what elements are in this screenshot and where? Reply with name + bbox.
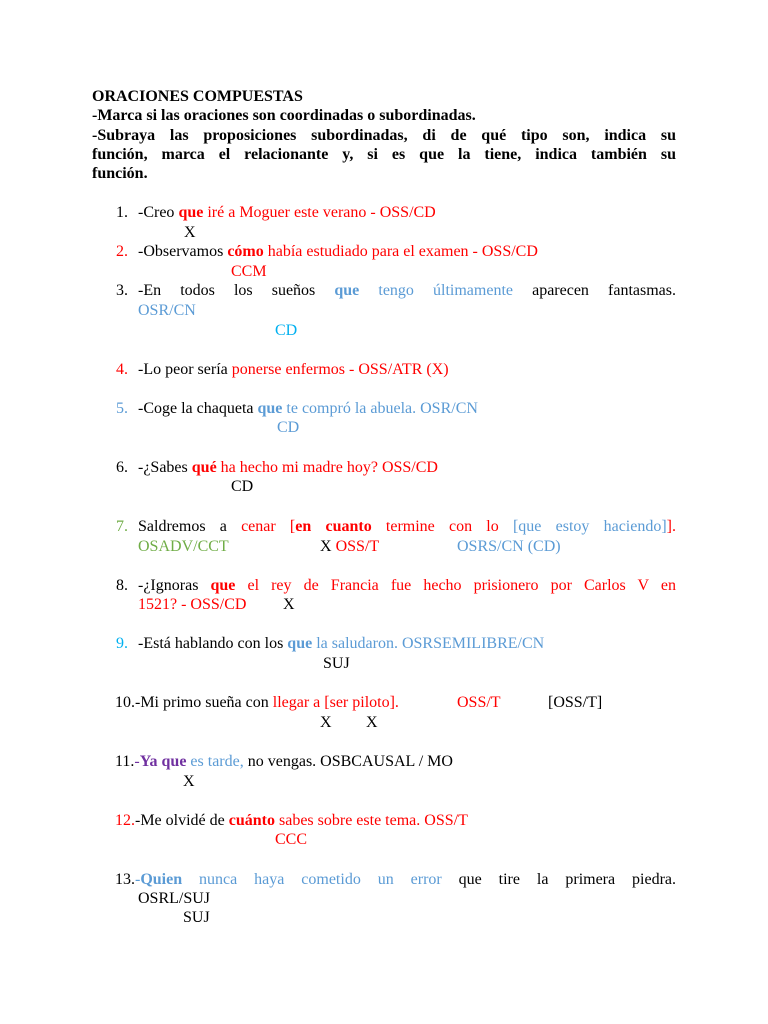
sentence-13-analysis: OSRL/SUJ — [138, 890, 211, 907]
sentence-9-part-c: la saludaron. OSRSEMILIBRE/CN — [312, 635, 545, 652]
sentence-7-part-b: cenar — [241, 518, 276, 535]
sentence-11-part-c: es tarde, — [186, 753, 244, 770]
sentence-10-analysis-c: OSS/T — [457, 694, 501, 711]
instruction-2-line-1: -Subraya las proposiciones subordinadas, di de qué tipo son, indica su — [92, 127, 676, 144]
sentence-6-relative: qué — [191, 459, 217, 476]
sentence-10-analysis-d: [OSS/T] — [548, 694, 603, 711]
sentence-1-part-c: iré a Moguer este verano - OSS/CD — [203, 204, 436, 221]
sentence-7-part-f: [que estoy haciendo — [512, 518, 662, 535]
mark-2: CCM — [231, 263, 267, 280]
mark-10-a: X — [320, 714, 332, 731]
sentence-8-part-a: -¿Ignoras — [138, 577, 211, 594]
sentence-13-part-a: - — [135, 871, 141, 888]
sentence-7 — [138, 517, 676, 537]
mark-11: X — [183, 773, 195, 790]
sentence-12-part-c: sabes sobre este tema. OSS/T — [274, 812, 468, 829]
sentence-5-part-a: -Coge la chaqueta — [138, 400, 258, 417]
instruction-2-line-2: función, marca el relacionante y, si es que la tiene, indica también su — [92, 146, 676, 163]
sentence-10 — [115, 693, 399, 713]
sentence-13-part-c: nunca haya cometido un error — [182, 871, 442, 888]
item-number-1: 1. — [116, 204, 128, 221]
sentence-2 — [138, 242, 538, 262]
sentence-7-part-g: ] — [661, 518, 667, 535]
item-number-6: 6. — [116, 459, 128, 476]
sentence-1 — [138, 203, 436, 223]
sentence-3-part-d: aparecen fantasmas. — [513, 282, 676, 299]
mark-8: X — [283, 596, 295, 613]
sentence-7-relative: en cuanto — [295, 518, 372, 535]
sentence-13-part-d: que tire la primera piedra. — [441, 871, 676, 888]
sentence-4 — [138, 360, 449, 380]
sentence-8-relative: que — [210, 577, 236, 594]
item-number-9: 9. — [116, 635, 128, 652]
sentence-13 — [115, 870, 676, 890]
item-number-8: 8. — [116, 577, 128, 594]
sentence-5-relative: que — [257, 400, 283, 417]
mark-3: CD — [275, 322, 298, 339]
item-number-5: 5. — [116, 400, 128, 417]
mark-13: SUJ — [183, 909, 210, 926]
sentence-5 — [138, 399, 478, 419]
sentence-9-relative: que — [287, 635, 313, 652]
sentence-9-part-a: -Está hablando con los — [138, 635, 288, 652]
item-number-2: 2. — [116, 243, 128, 260]
sentence-4-part-a: -Lo peor sería — [138, 361, 232, 378]
sentence-7-part-e: termine con lo — [371, 518, 513, 535]
sentence-8-part-c: el rey de Francia fue hecho prisionero por Carlos V en — [235, 577, 676, 594]
mark-7-x: X — [320, 538, 332, 555]
sentence-8 — [138, 576, 676, 596]
item-number-10: 10. — [115, 694, 135, 711]
mark-1: X — [184, 224, 196, 241]
sentence-13-relative: Quien — [140, 871, 183, 888]
instruction-1: -Marca si las oraciones son coordinadas o subordinadas. — [92, 107, 476, 124]
sentence-3-analysis: OSR/CN — [138, 302, 196, 319]
mark-7 — [320, 537, 379, 557]
sentence-3-part-c: tengo últimamente — [359, 282, 513, 299]
sentence-7-analysis-d: OSRS/CN (CD) — [457, 538, 561, 555]
sentence-9 — [138, 634, 544, 654]
sentence-2-relative: cómo — [227, 243, 264, 260]
sentence-2-part-c: había estudiado para el examen - OSS/CD — [263, 243, 538, 260]
instruction-2-line-3: función. — [92, 165, 148, 182]
sentence-1-part-a: -Creo — [138, 204, 179, 221]
sentence-11 — [115, 752, 453, 772]
sentence-12-part-a: -Me olvidé de — [135, 812, 229, 829]
sentence-5-part-c: te compró la abuela. OSR/CN — [282, 400, 478, 417]
item-number-12: 12. — [115, 812, 135, 829]
item-number-7: 7. — [116, 518, 128, 535]
sentence-3-part-a: -En todos los sueños — [138, 282, 335, 299]
item-number-11: 11. — [115, 753, 135, 770]
sentence-1-relative: que — [178, 204, 204, 221]
sentence-7-analysis-a: OSADV/CCT — [138, 538, 229, 555]
sentence-6-part-c: ha hecho mi madre hoy? OSS/CD — [216, 459, 438, 476]
sentence-8-analysis: 1521? - OSS/CD — [138, 596, 247, 613]
sentence-7-part-c: [ — [275, 518, 296, 535]
sentence-11-part-a: - — [134, 753, 140, 770]
sentence-3-relative: que — [334, 282, 360, 299]
sentence-6-part-a: -¿Sabes — [138, 459, 192, 476]
sentence-7-analysis-c: OSS/T — [331, 538, 380, 555]
sentence-3 — [138, 281, 676, 301]
page-title: ORACIONES COMPUESTAS — [92, 88, 303, 105]
mark-10-b: X — [366, 714, 378, 731]
sentence-11-relative: Ya que — [139, 753, 187, 770]
sentence-12 — [115, 811, 468, 831]
mark-12: CCC — [275, 831, 308, 848]
sentence-10-part-b: llegar a [ser piloto]. — [272, 694, 399, 711]
mark-6: CD — [231, 478, 254, 495]
sentence-4-part-b: ponerse enfermos - OSS/ATR (X) — [231, 361, 449, 378]
item-number-3: 3. — [116, 282, 128, 299]
sentence-7-part-a: Saldremos a — [138, 518, 242, 535]
sentence-2-part-a: -Observamos — [138, 243, 228, 260]
sentence-10-part-a: -Mi primo sueña con — [135, 694, 273, 711]
sentence-6 — [138, 458, 438, 478]
sentence-11-part-d: no vengas. OSBCAUSAL / MO — [243, 753, 453, 770]
item-number-4: 4. — [116, 361, 128, 378]
sentence-12-relative: cuánto — [228, 812, 275, 829]
mark-9: SUJ — [323, 655, 350, 672]
mark-5: CD — [277, 419, 300, 436]
item-number-13: 13. — [115, 871, 135, 888]
sentence-7-part-h: ]. — [666, 518, 676, 535]
